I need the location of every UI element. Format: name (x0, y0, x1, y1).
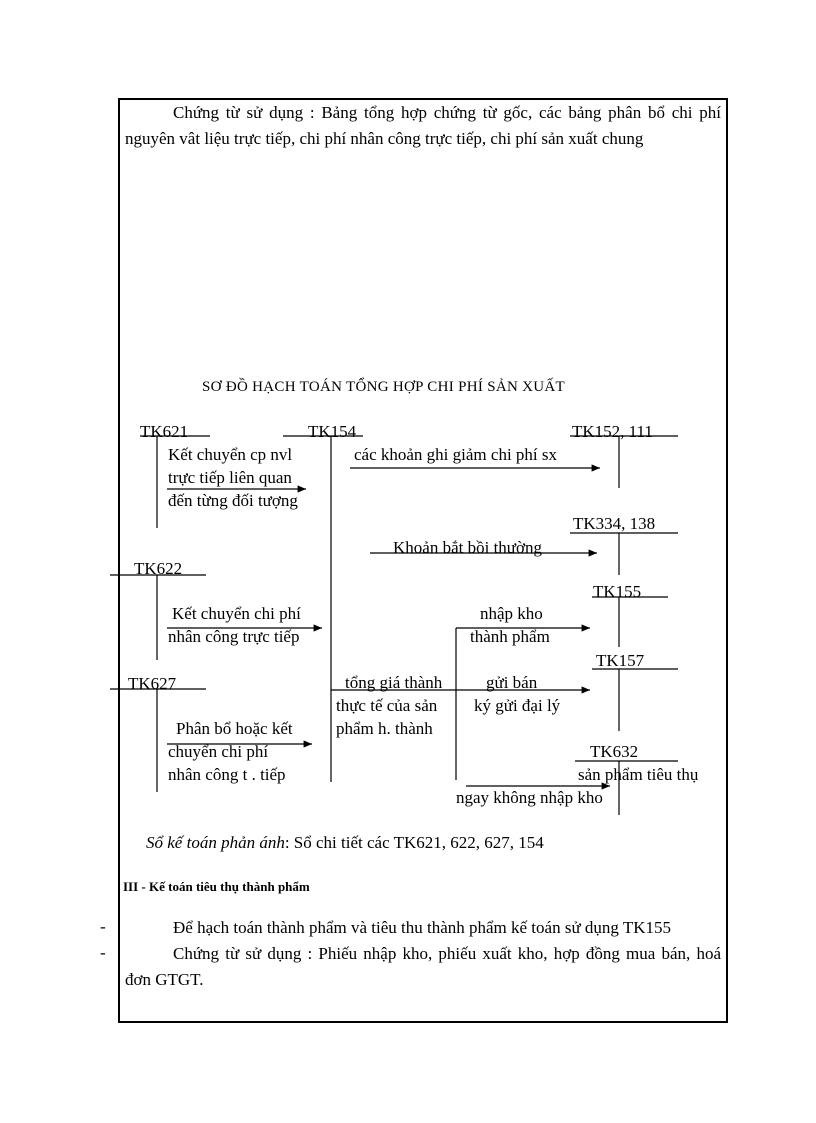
label-tk334: TK334, 138 (573, 514, 656, 533)
label-giam-cp: các khoản ghi giảm chi phí sx (354, 445, 558, 464)
label-pb-3: nhân công t . tiếp (168, 765, 286, 784)
label-gui-ban-2: ký gửi đại lý (474, 696, 561, 715)
label-nhap-kho-2: thành phẩm (470, 627, 550, 646)
intro-paragraph: Chứng từ sử dụng : Bảng tổng hợp chứng từ gốc, các bảng phân bổ chi phí nguyên vât liệu trực tiếp, chi phí nhân công trực tiếp, chi phí sản xuất chung (125, 103, 721, 148)
label-pb-2: chuyển chi phí (168, 742, 269, 761)
diagram-title: SƠ ĐỒ HẠCH TOÁN TỔNG HỢP CHI PHÍ SẢN XUẤT (202, 379, 566, 395)
label-tieu-thu-2: ngay không nhập kho (456, 788, 603, 807)
label-tong-gt-3: phẩm h. thành (336, 719, 433, 738)
bullet-dash: - (100, 917, 106, 936)
label-tk627: TK627 (128, 674, 177, 693)
label-kc-nc-1: Kết chuyển chi phí (172, 604, 301, 623)
so-ke-toan-text: : Sổ chi tiết các TK621, 622, 627, 154 (284, 833, 544, 852)
so-ke-toan-label: Sổ kế toán phản ánh (146, 833, 285, 852)
label-tk154: TK154 (308, 422, 357, 441)
label-pb-1: Phân bổ hoặc kết (176, 719, 293, 738)
label-kc-nvl-2: trực tiếp liên quan (168, 468, 292, 487)
bullet-text: Chứng từ sử dụng : Phiếu nhập kho, phiếu xuất kho, hợp đồng mua bán, hoá đơn GTGT. (125, 944, 721, 989)
label-tk152: TK152, 111 (572, 422, 653, 441)
label-tk622: TK622 (134, 559, 183, 578)
label-kc-nvl-1: Kết chuyển cp nvl (168, 445, 293, 464)
label-boi-thuong: Khoản bắt bồi thường (393, 538, 542, 557)
section-heading: III - Kế toán tiêu thụ thành phẩm (123, 879, 310, 894)
label-tong-gt-1: tổng giá thành (345, 673, 443, 692)
label-kc-nc-2: nhân công trực tiếp (168, 627, 300, 646)
label-tk632: TK632 (590, 742, 639, 761)
label-tong-gt-2: thực tế của sản (336, 696, 438, 715)
label-tk155: TK155 (593, 582, 642, 601)
so-ke-toan-line (146, 832, 544, 854)
label-tk157: TK157 (596, 651, 645, 670)
label-nhap-kho-1: nhập kho (480, 604, 543, 623)
bullet-text: Để hạch toán thành phẩm và tiêu thu thành phẩm kế toán sử dụng TK155 (173, 918, 672, 937)
bullet-dash: - (100, 943, 106, 962)
label-gui-ban-1: gửi bán (486, 673, 538, 692)
label-tk621: TK621 (140, 422, 189, 441)
label-tieu-thu-1: sản phẩm tiêu thụ (578, 765, 699, 784)
label-kc-nvl-3: đến từng đối tượng (168, 491, 298, 510)
